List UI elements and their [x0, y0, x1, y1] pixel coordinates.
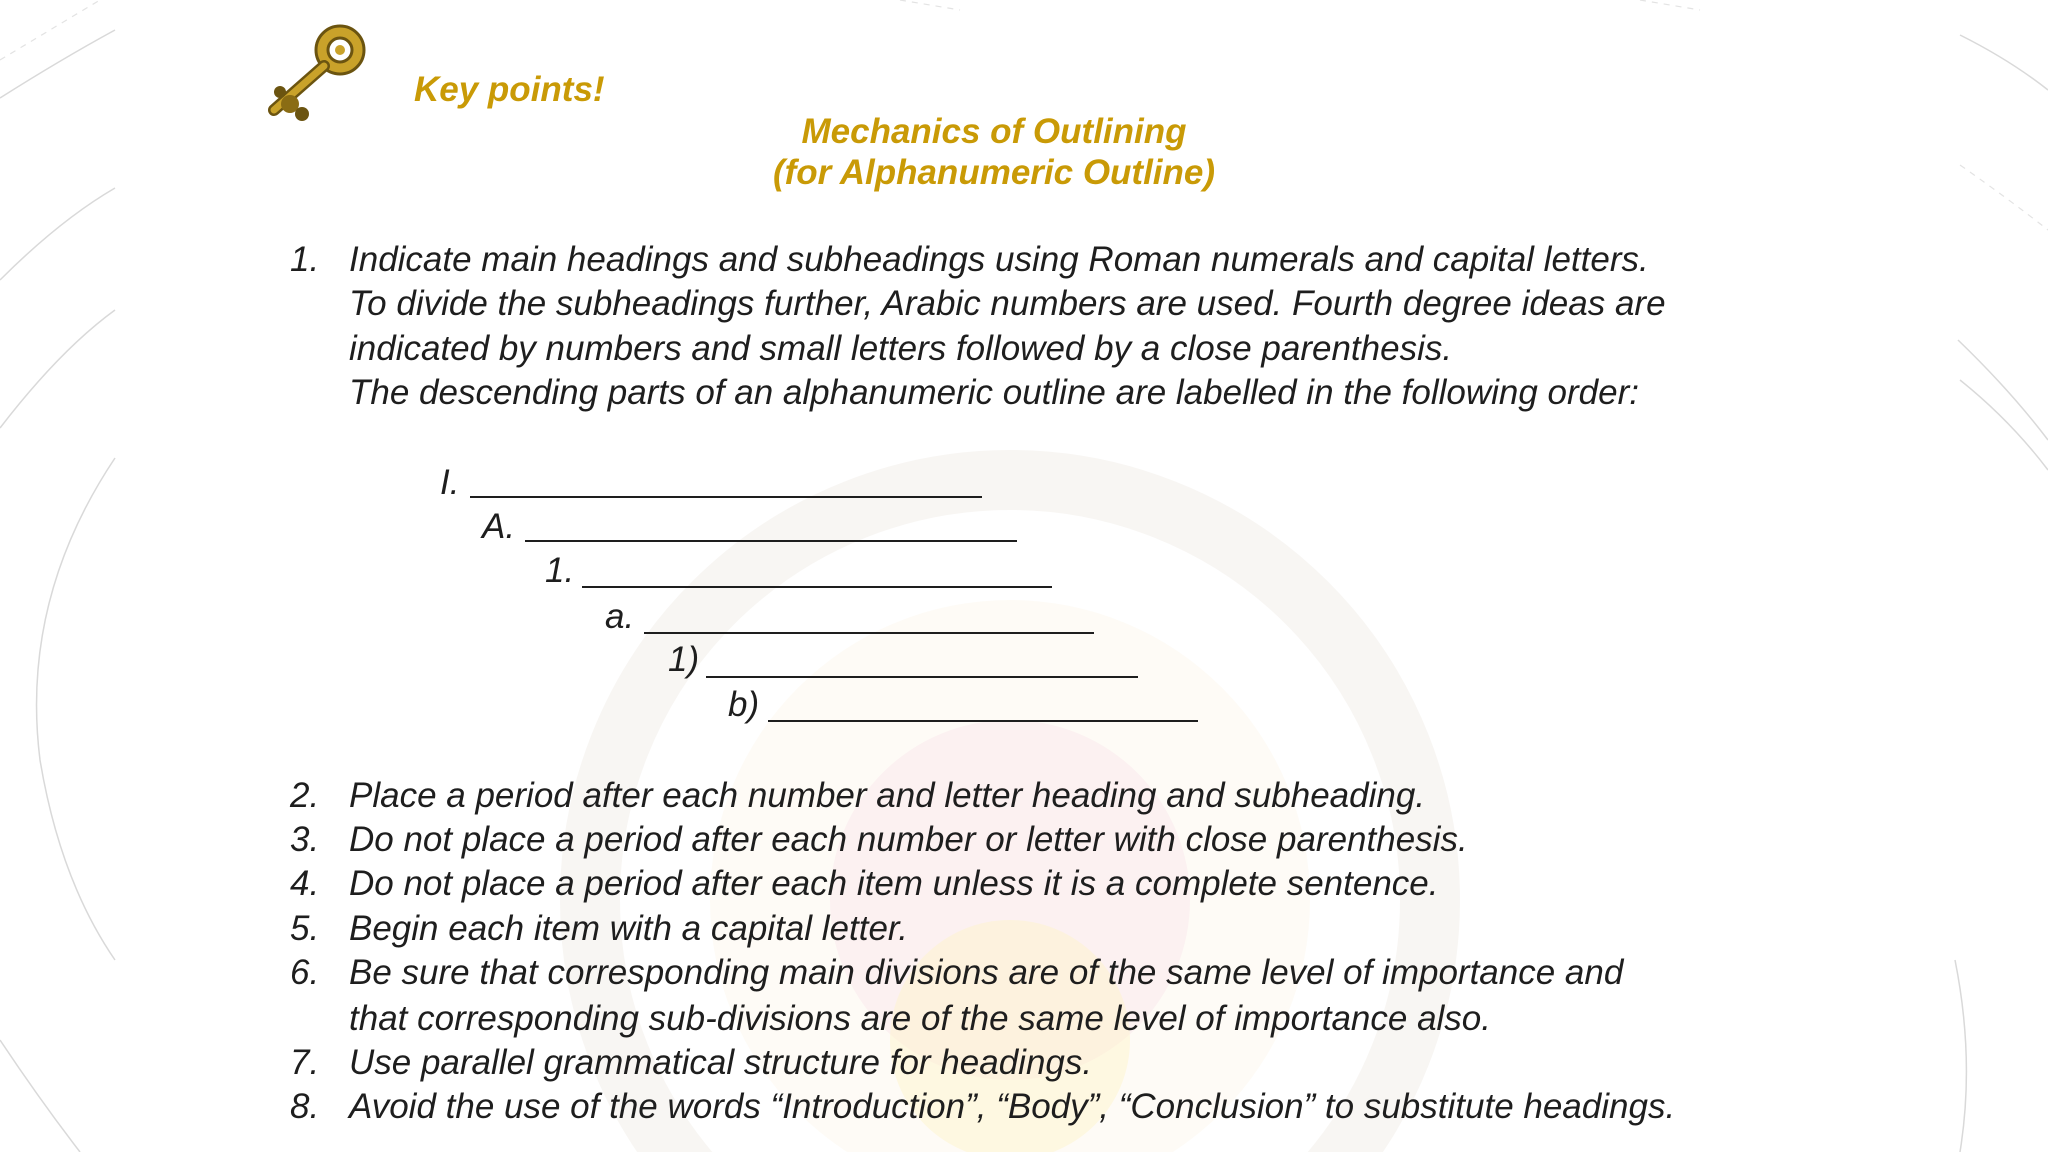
outline-label-roman: I. [440, 463, 460, 502]
outline-blank-line [644, 632, 1094, 634]
rule-number: 5. [290, 909, 320, 948]
outline-label-small: a. [605, 597, 635, 636]
rule-number: 1. [290, 240, 320, 279]
outline-blank-line [706, 676, 1138, 678]
rule-number: 6. [290, 953, 320, 992]
outline-blank-line [582, 586, 1052, 588]
rule-text-line: Avoid the use of the words “Introduction”, “Body”, “Conclusion” to substitute headings. [349, 1087, 1676, 1126]
key-icon [262, 18, 378, 122]
outline-blank-line [470, 496, 982, 498]
rule-number: 2. [290, 776, 320, 815]
rule-text-line: Use parallel grammatical structure for headings. [349, 1043, 1093, 1082]
outline-label-paren-letter: b) [728, 685, 760, 724]
rule-text-line: that corresponding sub-divisions are of the same level of importance also. [349, 999, 1491, 1038]
outline-blank-line [768, 720, 1198, 722]
page-subtitle: (for Alphanumeric Outline) [772, 153, 1216, 192]
rule-number: 7. [290, 1043, 320, 1082]
page-title: Mechanics of Outlining [801, 112, 1187, 151]
rule-text-line: To divide the subheadings further, Arabic numbers are used. Fourth degree ideas are [349, 284, 1666, 323]
outline-blank-line [525, 540, 1017, 542]
rule-number: 8. [290, 1087, 320, 1126]
rule-text-line: Begin each item with a capital letter. [349, 909, 908, 948]
rule-text-line: Place a period after each number and letter heading and subheading. [349, 776, 1426, 815]
rule-text-line: The descending parts of an alphanumeric outline are labelled in the following order: [349, 373, 1639, 412]
outline-label-paren-number: 1) [668, 640, 700, 679]
outline-label-capital: A. [482, 507, 516, 546]
key-points-label: Key points! [414, 70, 605, 109]
rule-text-line: Indicate main headings and subheadings using Roman numerals and capital letters. [349, 240, 1649, 279]
outline-label-arabic: 1. [545, 551, 575, 590]
rule-text-line: Do not place a period after each number or letter with close parenthesis. [349, 820, 1468, 859]
rule-text-line: indicated by numbers and small letters followed by a close parenthesis. [349, 329, 1453, 368]
rule-number: 4. [290, 864, 320, 903]
rule-text-line: Do not place a period after each item unless it is a complete sentence. [349, 864, 1439, 903]
rule-number: 3. [290, 820, 320, 859]
rule-text-line: Be sure that corresponding main divisions are of the same level of importance and [349, 953, 1624, 992]
